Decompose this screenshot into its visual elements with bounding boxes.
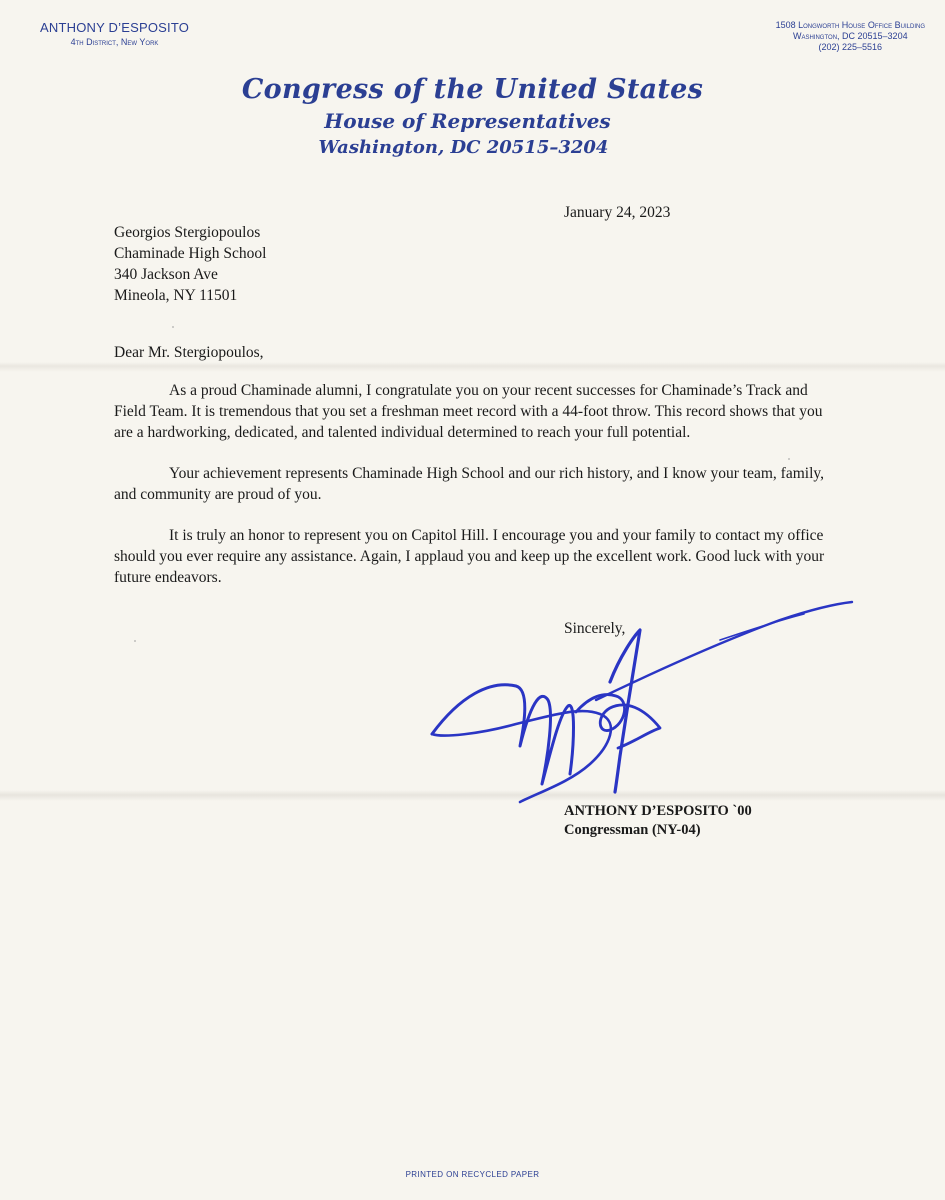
signature-block — [564, 802, 752, 840]
letterhead-left — [40, 20, 189, 47]
masthead — [0, 74, 945, 158]
letterhead-address-line2: Washington, DC 20515–3204 — [792, 31, 908, 41]
paragraph-2: Your achievement represents Chaminade High School and our rich history, and I know your team, family, and community are proud of you. — [114, 465, 825, 503]
handwritten-signature — [420, 596, 860, 816]
recipient-address — [114, 222, 266, 306]
letterhead-phone: (202) 225–5516 — [818, 42, 883, 52]
salutation: Dear Mr. Stergiopoulos, — [114, 344, 264, 361]
letterhead-address-line1: 1508 Longworth House Office Building — [775, 20, 925, 30]
signer-name: ANTHONY D’ESPOSITO `00 — [564, 803, 752, 819]
paragraph-3: It is truly an honor to represent you on Capitol Hill. I encourage you and your family to contact my office should you ever require any assistance. Again, I applaud you and keep up the excellent work. Good luck with your future endeavors. — [114, 527, 825, 586]
recipient-school: Chaminade High School — [114, 245, 267, 262]
paragraph-1: As a proud Chaminade alumni, I congratulate you on your recent successes for Chaminade’s Track and Field Team. It is tremendous that you set a freshman meet record with a 44-foot throw. This record shows that you are a hardworking, dedicated, and talented individual determined to reach your full potential. — [114, 382, 823, 441]
letterhead-district: 4th District, New York — [70, 37, 159, 47]
masthead-subtitle: House of Representatives — [324, 109, 611, 133]
closing: Sincerely, — [564, 620, 626, 637]
recycled-paper-note: PRINTED ON RECYCLED PAPER — [405, 1170, 540, 1179]
letterhead-name: ANTHONY D’ESPOSITO — [40, 20, 190, 35]
letter-date: January 24, 2023 — [564, 204, 671, 221]
letterhead-address — [776, 20, 925, 53]
recipient-city: Mineola, NY 11501 — [114, 287, 238, 304]
paper-speck — [172, 326, 174, 328]
masthead-location: Washington, DC 20515–3204 — [318, 137, 609, 158]
letter-body — [114, 380, 838, 608]
recipient-name: Georgios Stergiopoulos — [114, 224, 261, 241]
paper-speck — [788, 458, 790, 460]
paper-speck — [134, 640, 136, 642]
signer-title: Congressman (NY-04) — [564, 822, 701, 838]
masthead-title: Congress of the United States — [241, 74, 704, 105]
recipient-street: 340 Jackson Ave — [114, 266, 218, 283]
